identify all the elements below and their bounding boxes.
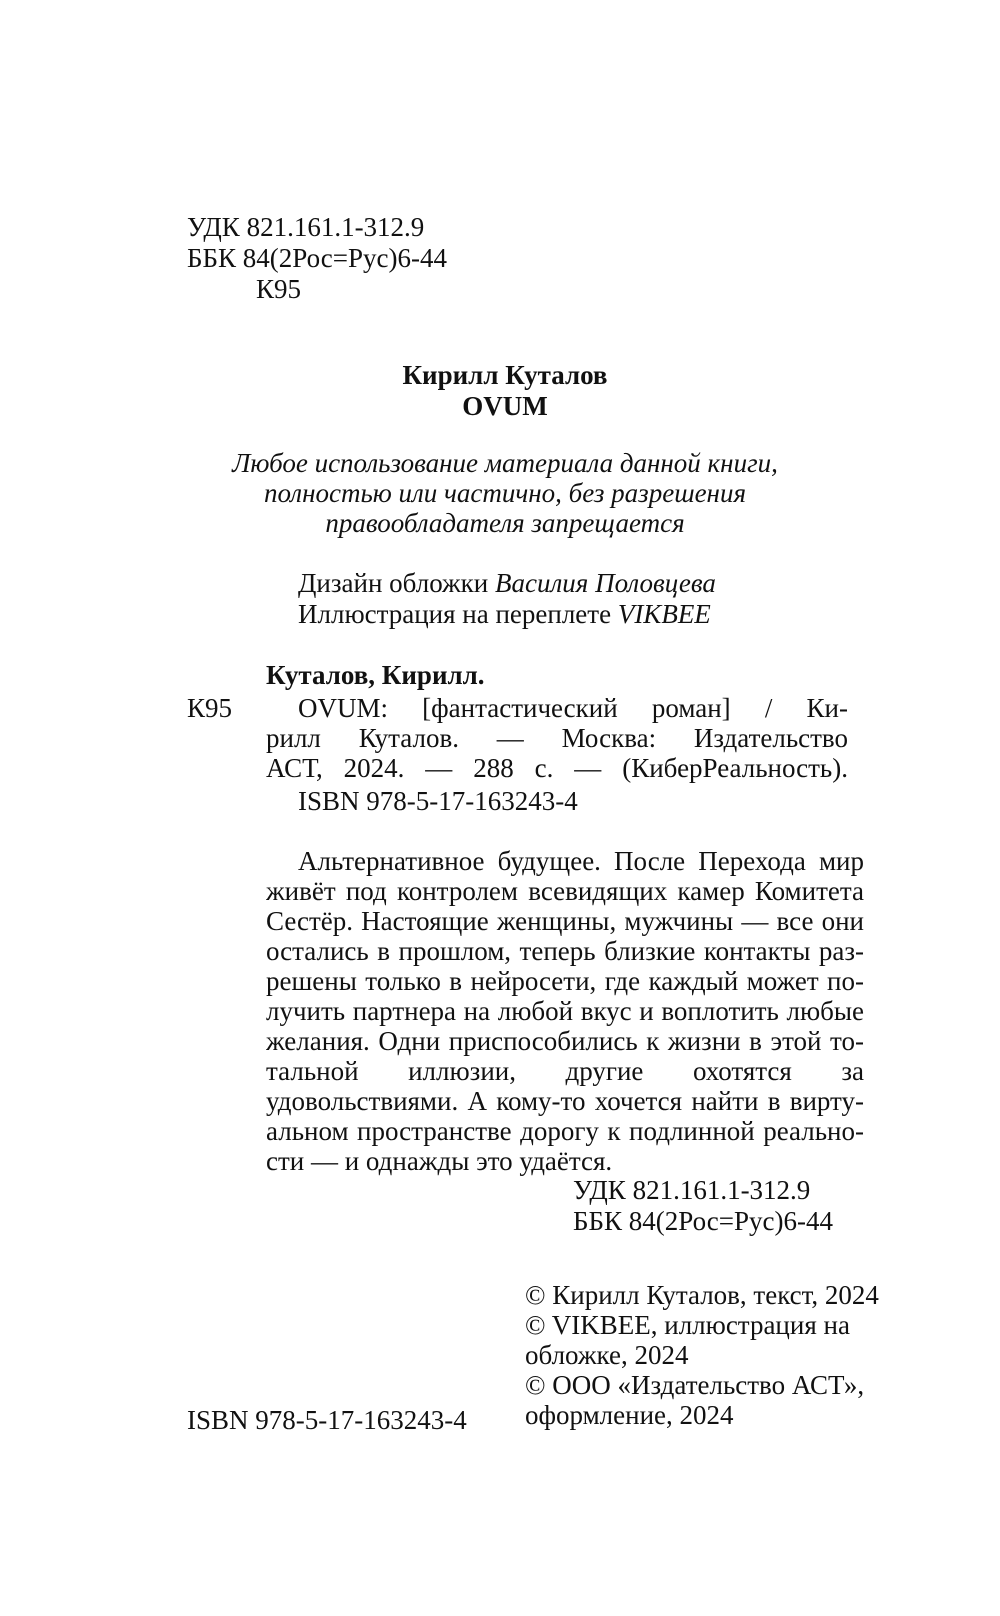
catalog-heading: Куталов, Кирилл. <box>266 660 485 690</box>
catalog-bbk: ББК 84(2Рос=Рус)6-44 <box>573 1206 833 1236</box>
book-title: OVUM <box>462 391 548 421</box>
top-bbk: ББК 84(2Рос=Рус)6-44 <box>187 243 447 273</box>
illustration-credit <box>298 599 711 629</box>
copyright-notice-line: Любое использование материала данной книги, <box>232 448 778 478</box>
annotation-line: тальной иллюзии, другие охотятся за <box>266 1056 864 1086</box>
copyright-notice <box>0 448 1000 538</box>
copyright-line: © VIKBEE, иллюстрация на <box>525 1310 850 1340</box>
annotation-line: желания. Одни приспособились к жизни в этой то- <box>266 1026 864 1056</box>
catalog-isbn: ISBN 978-5-17-163243-4 <box>298 786 578 816</box>
illustrator-name: VIKBEE <box>617 599 711 629</box>
footer-isbn: ISBN 978-5-17-163243-4 <box>187 1405 467 1435</box>
copyright-line: оформление, 2024 <box>525 1400 734 1430</box>
annotation-line: решены только в нейросети, где каждый может по- <box>266 966 864 996</box>
catalog-entry <box>266 693 848 783</box>
catalog-code: К95 <box>187 693 233 723</box>
annotation-line: лучить партнера на любой вкус и воплотить любые <box>266 996 864 1026</box>
annotation <box>266 846 864 1176</box>
annotation-line: удовольствиями. А кому-то хочется найти в вирту- <box>266 1086 864 1116</box>
annotation-line: живёт под контролем всевидящих камер Комитета <box>266 876 864 906</box>
copyright-line: © Кирилл Куталов, текст, 2024 <box>525 1280 879 1310</box>
catalog-entry-line: OVUM: [фантастический роман] / Ки- <box>298 693 848 723</box>
annotation-line: альном пространстве дорогу к подлинной реально- <box>266 1116 864 1146</box>
cover-design-credit <box>298 568 716 598</box>
catalog-udk: УДК 821.161.1-312.9 <box>573 1175 811 1205</box>
top-author-code: К95 <box>256 274 302 304</box>
top-udk: УДК 821.161.1-312.9 <box>187 212 425 242</box>
copyright-notice-line: полностью или частично, без разрешения <box>263 478 747 508</box>
annotation-line: Альтернативное будущее. После Перехода мир <box>298 846 864 876</box>
illustration-label: Иллюстрация на переплете <box>298 599 618 629</box>
author-name: Кирилл Куталов <box>402 360 608 390</box>
copyright-line: обложке, 2024 <box>525 1340 689 1370</box>
annotation-line: остались в прошлом, теперь близкие контакты раз- <box>266 936 864 966</box>
annotation-line: сти — и однажды это удаётся. <box>266 1146 613 1176</box>
copyright-line: © ООО «Издательство АСТ», <box>525 1370 865 1400</box>
copyright-notice-line: правообладателя запрещается <box>325 508 685 538</box>
footer-copyrights <box>525 1280 879 1430</box>
cover-design-label: Дизайн обложки <box>298 568 496 598</box>
annotation-line: Сестёр. Настоящие женщины, мужчины — все они <box>266 906 864 936</box>
catalog-entry-line: АСТ, 2024. — 288 с. — (КиберРеальность). <box>266 753 848 783</box>
cover-designer-name: Василия Половцева <box>495 568 716 598</box>
catalog-entry-line: рилл Куталов. — Москва: Издательство <box>266 723 848 753</box>
